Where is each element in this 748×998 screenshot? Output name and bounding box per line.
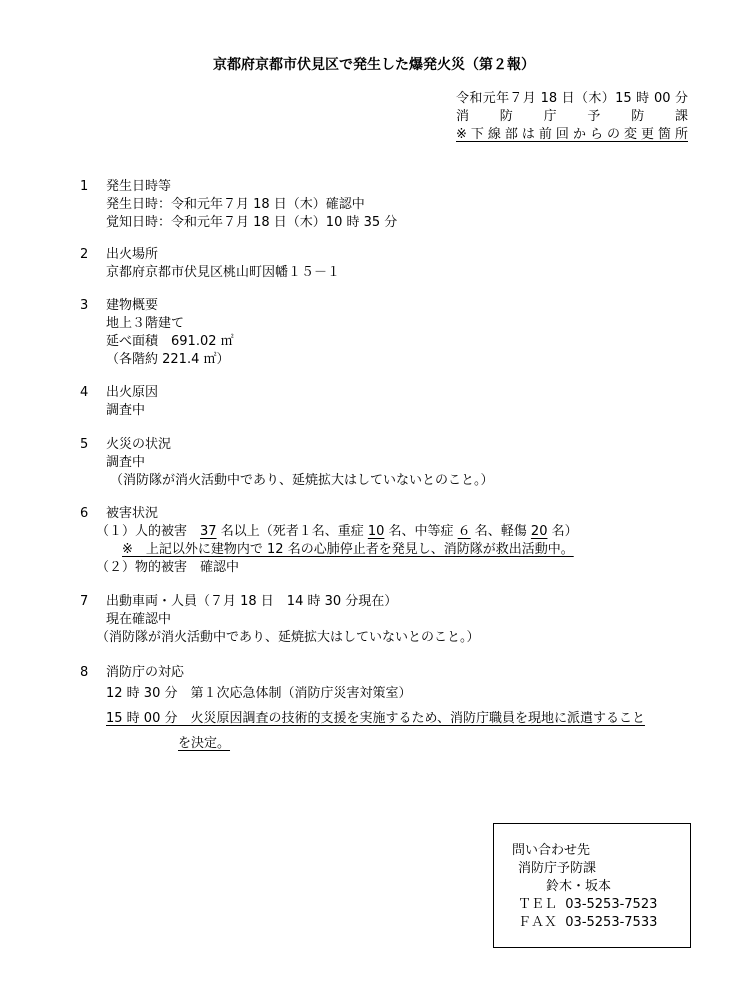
contact-tel [518,896,657,914]
section-1-number: 1 [80,179,89,194]
tel-number: 03-5253-7523 [565,897,658,912]
fire-cause: 調査中 [106,403,146,418]
moderate-count: ６ [457,524,471,539]
document-title: 京都府京都市伏見区で発生した爆発火災（第２報） [213,57,535,73]
human-damage [96,523,578,541]
section-5-number: 5 [80,437,89,452]
fire-status: 調査中 [106,455,146,470]
property-damage: （２）物的被害 確認中 [96,560,240,575]
section-7-number: 7 [80,594,89,609]
section-2-heading: 出火場所 [106,247,159,262]
section-2-number: 2 [80,247,89,262]
contact-box [493,823,691,948]
section-5-heading: 火災の状況 [106,437,172,452]
fire-status-detail: （消防隊が消火活動中であり、延焼拡大はしていないとのこと。） [110,473,494,488]
section-8-number: 8 [80,665,89,680]
cardiac-arrest-note: ※ 上記以外に建物内で 12 名の心肺停止者を発見し、消防隊が救出活動中。 [122,542,574,557]
section-8-heading: 消防庁の対応 [106,665,185,680]
building-floor-area: （各階約 221.4 ㎡） [106,352,230,367]
contact-department: 消防庁予防課 [518,861,597,876]
report-date: 令和元年７月 18 日（木）15 時 00 分 [456,91,688,106]
human-damage-text: 名） [547,524,578,539]
building-floors: 地上３階建て [106,316,185,331]
human-damage-text: 名以上（死者１名、重症 [216,524,368,539]
total-casualties: 37 [200,524,217,539]
section-4-number: 4 [80,385,89,400]
section-7-heading: 出動車両・人員（７月 18 日 14 時 30 分現在） [106,594,398,609]
change-note: ※下線部は前回からの変更箇所 [456,127,688,142]
fax-number: 03-5253-7533 [565,915,658,930]
contact-names: 鈴木・坂本 [546,879,612,894]
section-3-heading: 建物概要 [106,298,159,313]
contact-fax [518,914,657,932]
report-department: 消防庁予防課 [456,109,688,124]
contact-label: 問い合わせ先 [512,843,591,858]
section-4-heading: 出火原因 [106,385,159,400]
section-6-number: 6 [80,506,89,521]
occurrence-datetime: 発生日時：令和元年７月 18 日（木）確認中 [106,197,365,212]
detection-datetime: 覚知日時：令和元年７月 18 日（木）10 時 35 分 [106,215,398,230]
fire-location: 京都府京都市伏見区桃山町因幡１５－１ [106,265,341,280]
human-damage-label: （１）人的被害 [96,524,201,539]
fax-label: ＦＡＸ [518,915,558,930]
section-3-number: 3 [80,298,89,313]
section-6-heading: 被害状況 [106,506,159,521]
dispatch-detail: （消防隊が消火活動中であり、延焼拡大はしていないとのこと。） [96,630,480,645]
human-damage-text: 名、軽傷 [470,524,531,539]
response-1500-cont: を決定。 [178,736,231,751]
response-1500: 15 時 00 分 火災原因調査の技術的支援を実施するため、消防庁職員を現地に派遣すること [106,711,645,726]
dispatch-status: 現在確認中 [106,612,172,627]
human-damage-text: 名、中等症 [384,524,458,539]
section-1-heading: 発生日時等 [106,179,172,194]
response-1230: 12 時 30 分 第１次応急体制（消防庁災害対策室） [106,686,412,701]
minor-count: 20 [530,524,548,539]
tel-label: ＴＥＬ [518,897,558,912]
severe-count: 10 [367,524,385,539]
building-total-area: 延べ面積 691.02 ㎡ [106,334,234,349]
